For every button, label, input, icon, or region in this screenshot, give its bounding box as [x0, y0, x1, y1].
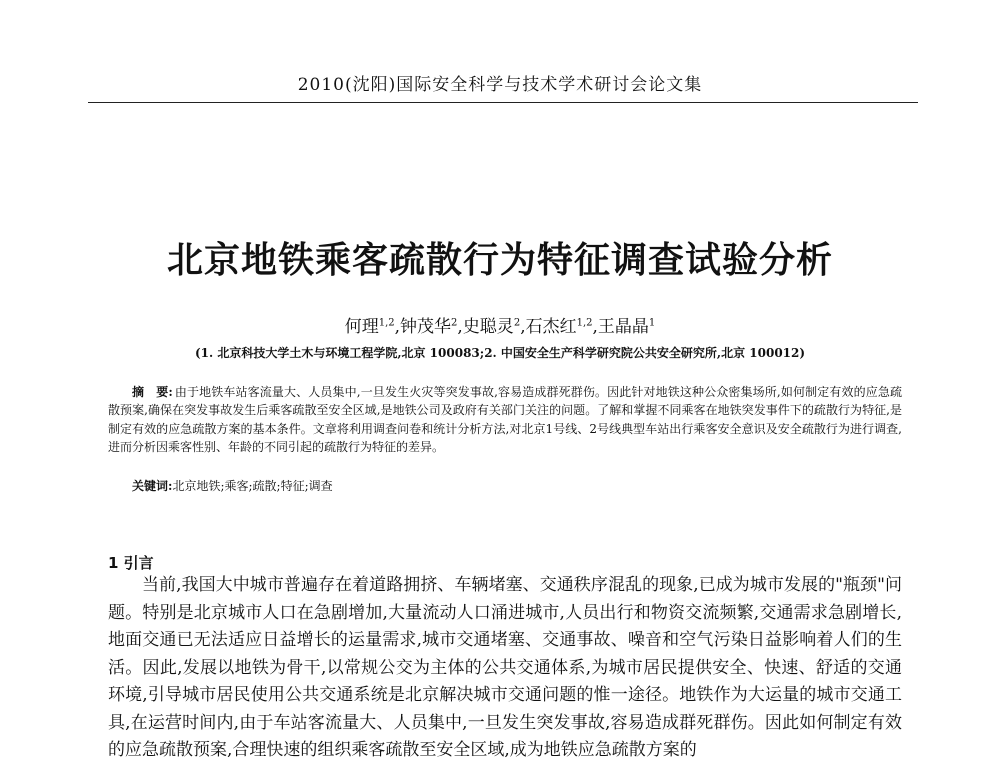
section-heading: 1 引言 [108, 554, 154, 572]
abstract-text: 由于地铁车站客流量大、人员集中,一旦发生火灾等突发事故,容易造成群死群伤。因此针对地铁这种公众密集场所,如何制定有效的应急疏散预案,确保在突发事故发生后乘客疏散至安全区域,是地铁公司及政府有关部门关注的问题。了解和掌握不同乘客在地铁突发事件下的疏散行为特征,是制定有效的应急疏散方案的基本条件。文章将利用调查问卷和统计分析方法,对北京1号线、2号线典型车站出行乘客安全意识及安全疏散行为进行调查,进而分析因乘客性别、年龄的不同引起的疏散行为特征的差异。 [108, 385, 902, 455]
author-affil-mark: 1,2 [576, 317, 593, 329]
author [345, 317, 395, 337]
author-affil-mark: 2 [513, 317, 521, 329]
author [598, 317, 655, 337]
body-text [108, 572, 902, 765]
abstract-label: 摘 要: [132, 385, 173, 399]
author [526, 317, 593, 337]
author-affil-mark: 2 [451, 317, 458, 329]
keywords-label: 关键词: [132, 479, 173, 493]
abstract [108, 383, 902, 457]
header-rule [88, 102, 918, 103]
body-paragraph: 当前,我国大中城市普遍存在着道路拥挤、车辆堵塞、交通秩序混乱的现象,已成为城市发展的"瓶颈"问题。特别是北京城市人口在急剧增加,大量流动人口涌进城市,人员出行和物资交流频繁,交通需求急剧增长,地面交通已无法适应日益增长的运量需求,城市交通堵塞、交通事故、噪音和空气污染日益影响着人们的生活。因此,发展以地铁为骨干,以常规公交为主体的公共交通体系,为城市居民提供安全、快速、舒适的交通环境,引导城市居民使用公共交通系统是北京解决城市交通问题的惟一途径。地铁作为大运量的城市交通工具,在运营时间内,由于车站客流量大、人员集中,一旦发生突发事故,容易造成群死群伤。因此如何制定有效的应急疏散预案,合理快速的组织乘客疏散至安全区域,成为地铁应急疏散方案的 [108, 575, 902, 760]
keywords [132, 477, 333, 494]
author-name: 史聪灵 [462, 317, 514, 337]
author-list: 何理$^{1,2}$,钟茂华$^2$,史聪灵$^2$,石杰红$^{1,2}$,王晶晶$^1$ [344, 317, 656, 337]
keywords-text: 北京地铁;乘客;疏散;特征;调查 [172, 479, 333, 493]
author-name: 何理 [344, 317, 379, 337]
author-name: 钟茂华 [400, 317, 452, 337]
affiliations: (1. 北京科技大学土木与环境工程学院,北京 100083;2. 中国安全生产科学研究院公共安全研究所,北京 100012) [194, 346, 806, 360]
author [400, 317, 457, 337]
author-name: 王晶晶 [597, 317, 649, 337]
paper-title: 北京地铁乘客疏散行为特征调查试验分析 [166, 239, 833, 281]
author-name: 石杰红 [525, 317, 577, 337]
running-header: 2010(沈阳)国际安全科学与技术学术研讨会论文集 [297, 75, 703, 95]
author-affil-mark: 1 [648, 317, 656, 329]
author [463, 317, 520, 337]
author-affil-mark: 1,2 [378, 317, 395, 329]
